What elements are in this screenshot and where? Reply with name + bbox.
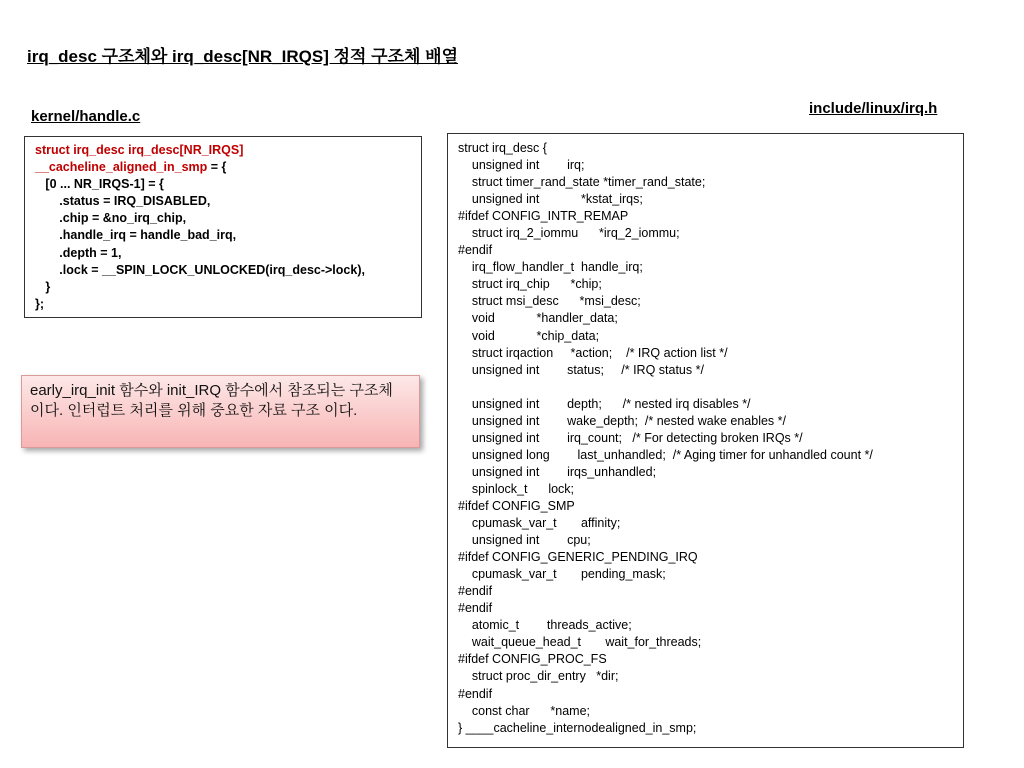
code-keyword: __cacheline_aligned_in_smp bbox=[35, 160, 208, 175]
code-line: spinlock_t lock; bbox=[458, 481, 575, 496]
code-line: unsigned int irqs_unhandled; bbox=[458, 464, 657, 479]
code-line: void *chip_data; bbox=[458, 328, 600, 343]
code-line: unsigned int depth; /* nested irq disables */ bbox=[458, 396, 751, 411]
code-line: #endif bbox=[458, 601, 493, 616]
code-line: .lock = __SPIN_LOCK_UNLOCKED(irq_desc->lock), bbox=[35, 262, 365, 277]
code-line: struct irq_desc { bbox=[458, 141, 547, 155]
code-line: cpumask_var_t pending_mask; bbox=[458, 567, 666, 582]
code-line: unsigned int irq_count; /* For detecting broken IRQs */ bbox=[458, 430, 803, 445]
code-line: #endif bbox=[458, 243, 493, 258]
note-callout: early_irq_init 함수와 init_IRQ 함수에서 참조되는 구조체 이다. 인터럽트 처리를 위해 중요한 자료 구조 이다. bbox=[21, 375, 420, 448]
slide-title: irq_desc 구조체와 irq_desc[NR_IRQS] 정적 구조체 배열 bbox=[27, 47, 459, 66]
code-line: #ifdef CONFIG_INTR_REMAP bbox=[458, 209, 629, 224]
code-line: .chip = &no_irq_chip, bbox=[35, 211, 187, 226]
code-line: } ____cacheline_internodealigned_in_smp; bbox=[458, 720, 697, 735]
code-line: #ifdef CONFIG_SMP bbox=[458, 498, 575, 513]
code-line: struct proc_dir_entry *dir; bbox=[458, 669, 619, 684]
code-line: #endif bbox=[458, 584, 493, 599]
code-line: struct timer_rand_state *timer_rand_state; bbox=[458, 175, 706, 190]
code-line: unsigned long last_unhandled; /* Aging timer for unhandled count */ bbox=[458, 447, 873, 462]
code-line: struct irq_desc irq_desc[NR_IRQS] bbox=[35, 143, 244, 157]
code-line: struct irq_chip *chip; bbox=[458, 277, 602, 292]
code-line: }; bbox=[35, 296, 45, 311]
code-line: unsigned int wake_depth; /* nested wake enables */ bbox=[458, 413, 786, 428]
code-line: #ifdef CONFIG_PROC_FS bbox=[458, 652, 607, 667]
code-line: struct irqaction *action; /* IRQ action list */ bbox=[458, 345, 728, 360]
code-line: cpumask_var_t affinity; bbox=[458, 516, 621, 531]
code-line: .handle_irq = handle_bad_irq, bbox=[35, 228, 237, 243]
code-line: unsigned int irq; bbox=[458, 158, 585, 173]
code-line: atomic_t threads_active; bbox=[458, 618, 632, 633]
code-line: struct irq_2_iommu *irq_2_iommu; bbox=[458, 226, 680, 241]
code-line: } bbox=[35, 279, 51, 294]
right-file-label: include/linux/irq.h bbox=[809, 100, 938, 117]
code-line: .depth = 1, bbox=[35, 245, 122, 260]
code-text: = { bbox=[207, 160, 227, 175]
code-line: [0 ... NR_IRQS-1] = { bbox=[35, 177, 164, 192]
code-line: wait_queue_head_t wait_for_threads; bbox=[458, 635, 702, 650]
left-file-label: kernel/handle.c bbox=[31, 108, 141, 125]
right-code-box bbox=[447, 133, 964, 748]
left-code-box bbox=[24, 136, 422, 318]
code-line: unsigned int cpu; bbox=[458, 533, 591, 548]
code-line: const char *name; bbox=[458, 703, 591, 718]
code-line: #ifdef CONFIG_GENERIC_PENDING_IRQ bbox=[458, 550, 698, 565]
code-line: irq_flow_handler_t handle_irq; bbox=[458, 260, 643, 275]
code-line: #endif bbox=[458, 686, 493, 701]
code-line bbox=[458, 379, 963, 396]
code-line: struct msi_desc *msi_desc; bbox=[458, 294, 641, 309]
code-line: unsigned int status; /* IRQ status */ bbox=[458, 362, 704, 377]
code-line: .status = IRQ_DISABLED, bbox=[35, 194, 211, 209]
code-line: unsigned int *kstat_irqs; bbox=[458, 192, 643, 207]
code-line: void *handler_data; bbox=[458, 311, 618, 326]
code-line bbox=[35, 159, 421, 176]
